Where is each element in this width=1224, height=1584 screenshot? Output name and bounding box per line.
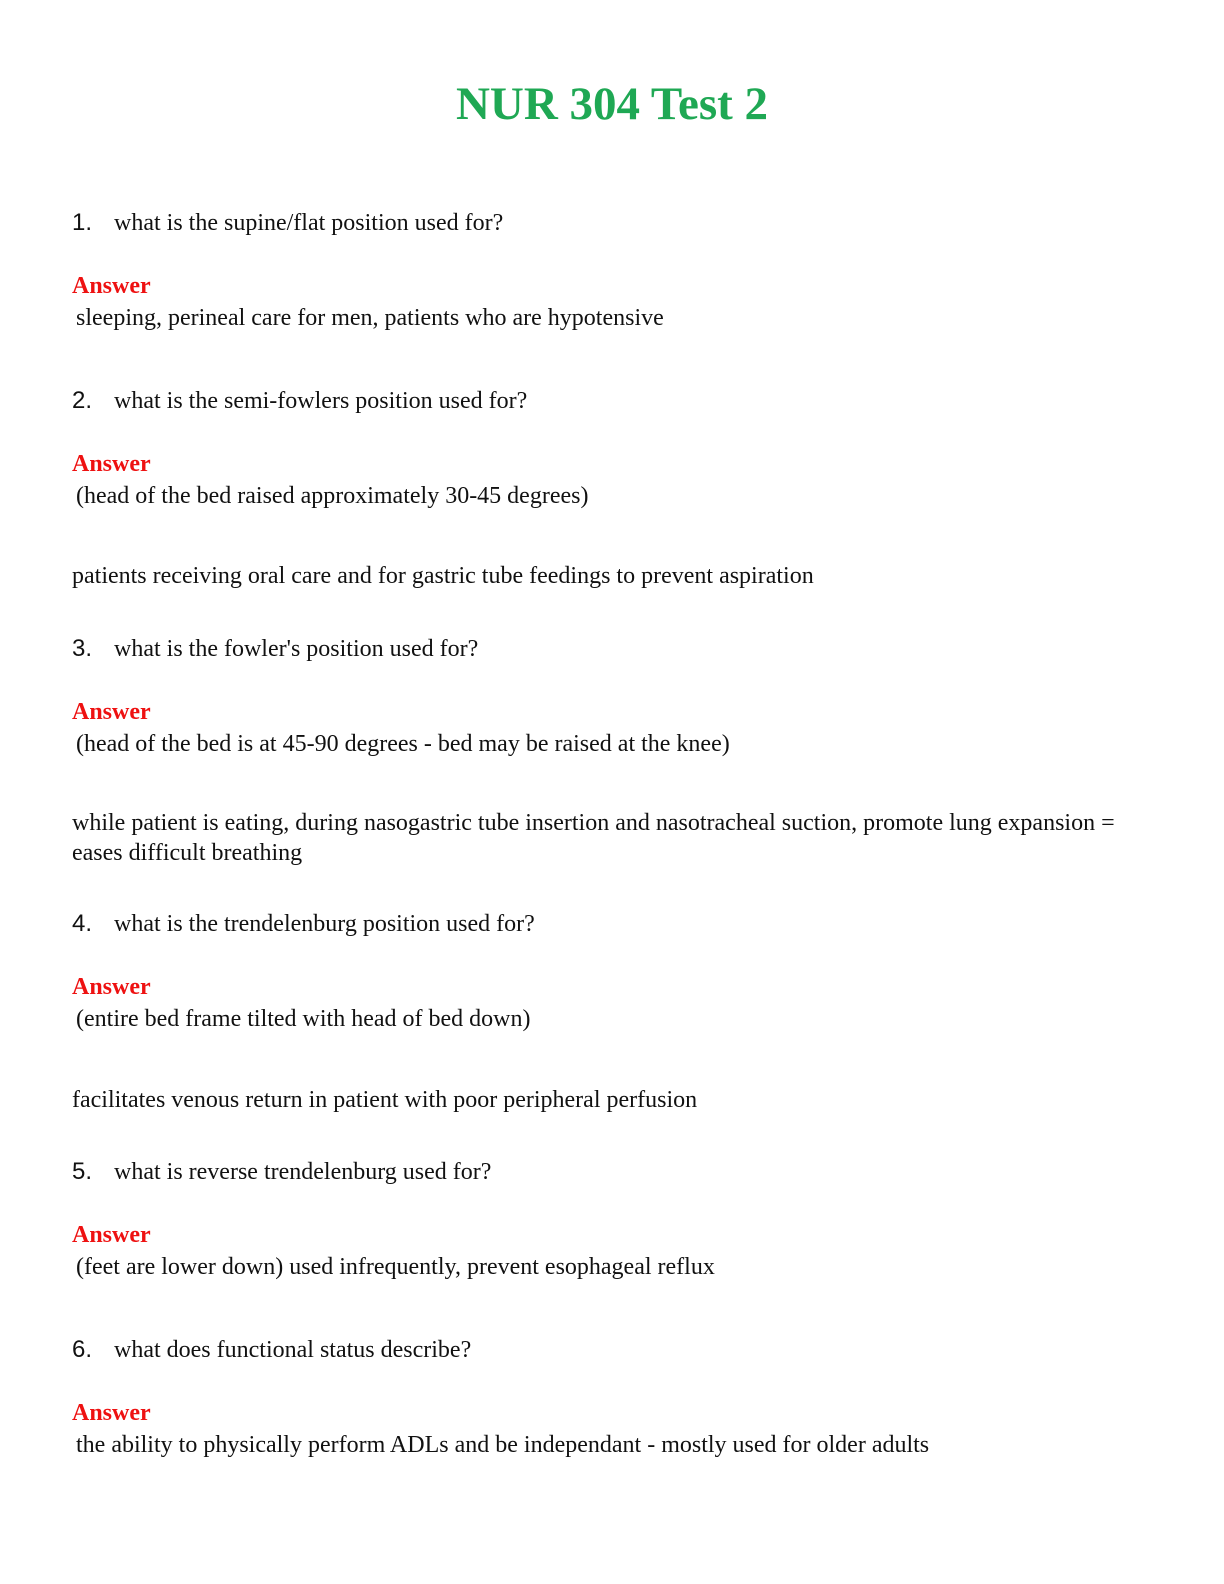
answer-text: facilitates venous return in patient with poor peripheral perfusion — [72, 1087, 698, 1113]
question-3 — [72, 634, 478, 664]
answer-text: (feet are lower down) used infrequently, prevent esophageal reflux — [76, 1254, 715, 1280]
answer-text: (head of the bed is at 45-90 degrees - bed may be raised at the knee) — [76, 731, 730, 757]
question-number: 3. — [72, 635, 93, 662]
answer-text: sleeping, perineal care for men, patients who are hypotensive — [76, 305, 664, 331]
answer-label: Answer — [72, 1400, 151, 1426]
question-5 — [72, 1157, 491, 1187]
answer-label: Answer — [72, 273, 151, 299]
question-number: 6. — [72, 1336, 93, 1363]
answer-text: patients receiving oral care and for gastric tube feedings to prevent aspiration — [72, 563, 814, 589]
question-text: what is the supine/flat position used for? — [114, 210, 504, 236]
page-title: NUR 304 Test 2 — [455, 78, 769, 130]
question-2 — [72, 386, 527, 416]
question-number: 2. — [72, 387, 93, 414]
question-text: what does functional status describe? — [114, 1337, 472, 1363]
question-6 — [72, 1335, 471, 1365]
question-1 — [72, 208, 503, 238]
answer-label: Answer — [72, 1222, 151, 1248]
answer-label: Answer — [72, 451, 151, 477]
answer-text: (entire bed frame tilted with head of bed down) — [76, 1006, 531, 1032]
question-text: what is the fowler's position used for? — [114, 636, 479, 662]
question-number: 5. — [72, 1158, 93, 1185]
question-text: what is the semi-fowlers position used for? — [114, 388, 528, 414]
answer-text: (head of the bed raised approximately 30-45 degrees) — [76, 483, 589, 509]
answer-text: while patient is eating, during nasogastric tube insertion and nasotracheal suction, promote lung expansion = eases difficult breathing — [72, 810, 1115, 866]
question-text: what is reverse trendelenburg used for? — [114, 1159, 492, 1185]
question-number: 1. — [72, 209, 93, 236]
answer-label: Answer — [72, 974, 151, 1000]
question-text: what is the trendelenburg position used for? — [114, 911, 535, 937]
question-number: 4. — [72, 910, 93, 937]
question-4 — [72, 909, 535, 939]
answer-label: Answer — [72, 699, 151, 725]
answer-text: the ability to physically perform ADLs and be independant - mostly used for older adults — [76, 1432, 930, 1458]
